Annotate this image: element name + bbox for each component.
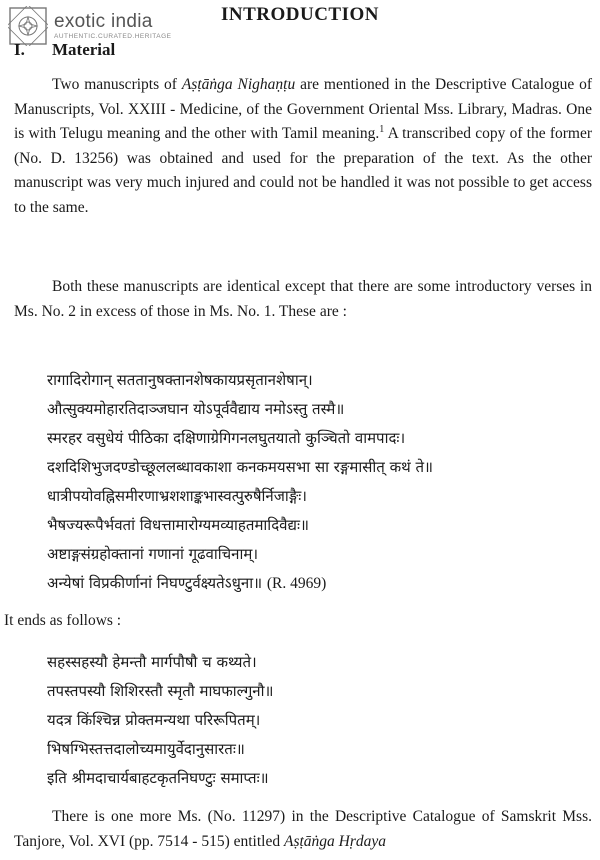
verse-line: तपस्तपस्यौ शिशिरस्तौ स्मृतौ माघफाल्गुनौ॥ <box>47 682 274 700</box>
verse-line-with-ref <box>47 573 326 594</box>
para1-text-end: A transcribed copy of the former (No. D. 13256) was obtained and used for the preparation of the text. As the other manuscript was very much injured and could not be handled it was not possible to get access to the same. <box>14 125 592 216</box>
verse-line: भैषज्यरूपैर्भवतां विधत्तामारोग्यमव्याहतमादिवैद्यः॥ <box>47 516 309 534</box>
verse-line: इति श्रीमदाचार्यबाहटकृतनिघण्टुः समाप्तः॥ <box>47 769 269 787</box>
verse-line: भिषग्भिस्तत्तदालोच्यमायुर्वेदानुसारतः॥ <box>47 740 245 758</box>
logo-tagline: AUTHENTIC.CURATED.HERITAGE <box>54 32 172 40</box>
para1-book-title: Aṣṭāṅga Nighaṇṭu <box>181 76 296 93</box>
section-title: Material <box>52 40 116 59</box>
para1-text-mid: are mentioned in the Descriptive Catalogue of Manuscripts, Vol. XXIII - Medicine, of the Government Oriental Mss. Library, Madras. One is with Telugu meaning and the other with Tamil meaning. <box>14 76 592 142</box>
page-title: INTRODUCTION <box>220 4 380 25</box>
ends-label: It ends as follows : <box>4 612 122 629</box>
para3-text: There is one more Ms. (No. 11297) in the Descriptive Catalogue of Samskrit Mss. Tanjore, Vol. XVI (pp. 7514 - 515) entitled <box>14 808 592 850</box>
logo-name: exotic india <box>54 10 153 32</box>
verse-line: स्मरहर वसुधेयं पीठिका दक्षिणाग्रेगिगनलघुतयातो कुञ्चितो वामपादः। <box>47 429 406 447</box>
paragraph-1 <box>14 73 592 220</box>
verse-reference: (R. 4969) <box>266 575 327 592</box>
footnote-marker: 1 <box>379 123 385 135</box>
verse-text: अन्येषां विप्रकीर्णानां निघण्टुर्वक्ष्यतेऽधुना॥ <box>47 574 263 592</box>
verse-line: यदत्र किंश्चिन्न प्रोक्तमन्यथा परिरूपितम्। <box>47 711 261 729</box>
paragraph-2: Both these manuscripts are identical except that there are some introductory verses in Ms. No. 2 in excess of those in Ms. No. 1. These are : <box>14 278 592 320</box>
paragraph-3 <box>14 805 592 854</box>
verse-line: औत्सुक्यमोहारतिदाञ्जघान योऽपूर्ववैद्याय नमोऽस्तु तस्मै॥ <box>47 400 345 418</box>
section-heading <box>14 40 115 60</box>
verse-line: धात्रीपयोवह्निसमीरणाभ्रशशाङ्कभास्वत्पुरुषैर्निजाङ्गैः। <box>47 487 307 505</box>
section-number: I. <box>14 40 25 59</box>
verse-line: दशदिशिभुजदण्डोच्छूललब्धावकाशा कनकमयसभा सा रङ्गमासीत् कथं ते॥ <box>47 458 433 476</box>
para3-book-title: Aṣṭāṅga Hṛdaya <box>283 832 387 850</box>
para1-text-start: Two manuscripts of <box>52 76 182 93</box>
verse-line: रागादिरोगान् सततानुषक्तानशेषकायप्रसृतानशेषान्। <box>47 371 313 389</box>
verse-line: सहस्सहस्यौ हेमन्तौ मार्गपौषौ च कथ्यते। <box>47 653 257 671</box>
verse-line: अष्टाङ्गसंग्रहोक्तानां गणानां गूढवाचिनाम्। <box>47 545 259 563</box>
